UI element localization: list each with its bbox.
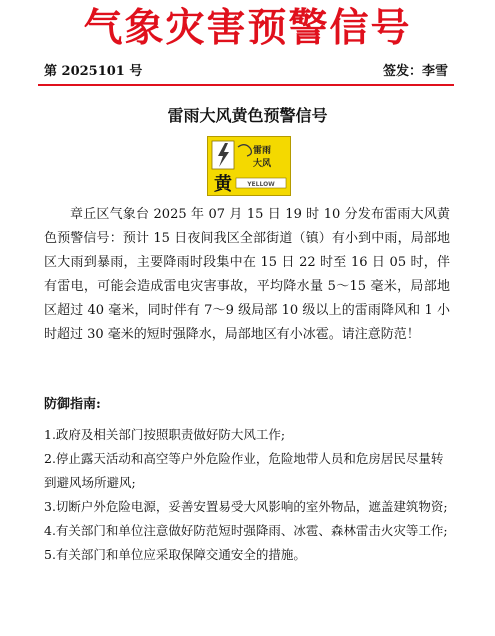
doc-number: 第 2025101 号: [44, 64, 143, 79]
document-title: 雷雨大风黄色预警信号: [167, 106, 328, 125]
guidance-item: 3.切断户外危险电源，妥善安置易受大风影响的室外物品，遮盖建筑物资;: [44, 499, 448, 514]
badge-level-char: 黄: [214, 174, 232, 195]
badge-english: YELLOW: [247, 181, 275, 188]
banner-title: 气象灾害预警信号: [83, 6, 412, 51]
warning-body: 章丘区气象台 2025 年 07 月 15 日 19 时 10 分发布雷雨大风黄色预警信号：预计 15 日夜间我区全部街道（镇）有小到中雨，局部地区大雨到暴雨，主要降雨时段集中在 15 日 22 时至 16 日 05 时，伴有雷电，可能会造成雷电灾害事故，平均降水量 5～15 毫米，局部地区超过 40 毫米，同时伴有 7～9 级局部 10 级以上的雷雨降风和 1 小时超过 30 毫米的短时强降水，局部地区有小冰雹。请注意防范！: [44, 207, 450, 342]
badge-label-line2: 大风: [253, 159, 272, 169]
badge-label-line1: 雷雨: [253, 146, 272, 156]
yellow-warning-badge: [207, 136, 291, 196]
guidance-item: 4.有关部门和单位注意做好防范短时强降雨、冰雹、森林雷击火灾等工作;: [44, 523, 448, 538]
meta-row: [44, 62, 448, 82]
thunderstorm-wind-icon: [208, 137, 290, 195]
guidance-list: [44, 423, 450, 567]
guidance-item: 2.停止露天活动和高空等户外危险作业，危险地带人员和危房居民尽量转到避风场所避风;: [44, 451, 444, 490]
guidance-item: 1.政府及相关部门按照职责做好防大风工作;: [44, 427, 286, 442]
guidance-item: 5.有关部门和单位应采取保障交通安全的措施。: [44, 547, 306, 562]
issuer: 签发：李雪: [382, 64, 448, 79]
guidance-heading: 防御指南:: [44, 397, 101, 412]
red-divider: [38, 84, 454, 86]
